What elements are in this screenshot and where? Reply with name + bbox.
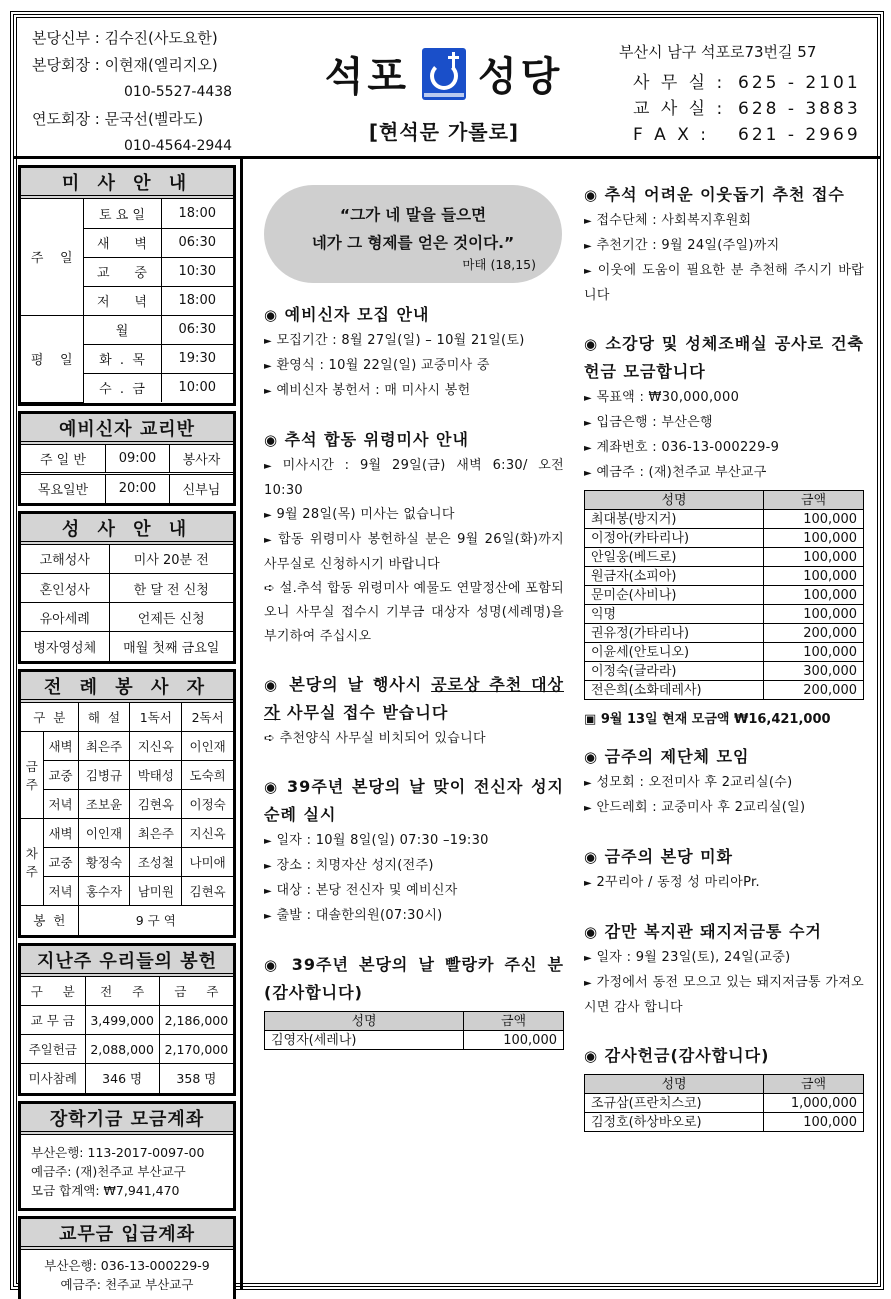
table-row: 김영자(세레나) 100,000 (265, 1031, 564, 1050)
address: 부산시 남구 석포로73번길 57 (619, 43, 817, 61)
section-marker-icon: ◉ (264, 676, 281, 694)
table-row: 이정숙(글라라) 300,000 (585, 662, 864, 681)
bullet-icon: ► (584, 418, 592, 429)
section-catechumen-recruitment: ◉ 예비신자 모집 안내 ► 모집기간 : 8월 27일(일) – 10월 21일(토) ► 환영식 : 10월 22일(일) 교중미사 중 ► 예비신자 봉헌서 : 매 미사시 봉헌 (264, 305, 525, 398)
church-name-right: 성당 (478, 54, 564, 100)
offerings-box (18, 943, 236, 1096)
church-name (314, 45, 574, 102)
mass-schedule-box (18, 165, 236, 406)
bullet-icon: ► (584, 878, 592, 889)
section-memorial-mass: ◉ 추석 합동 위령미사 안내 ► 미사시간 : 9월 29일(금) 새벽 6:30/ 오전 10:30 ► 9월 28일(목) 미사는 없습니다 ► 합동 위령미사 봉헌하실 분은 9월 26일(화)까지 사무실로 신청하시기 바랍니다 ➪ 설.추석 합동 위령미사 예물도 연말정산에 포함되오니 사무실 접수시 기부금 대상자 성명(세례명)을 부기하여 주십시오 (264, 430, 564, 644)
section-thanksgiving-offering: ◉ 감사헌금(감사합니다) 성명 금액 조규삼(프란치스코) 1,000,000 김정호(하상바오로) 100,000 (584, 1042, 864, 1132)
bullet-icon: ► (264, 336, 272, 347)
dues-account-info: 부산은행: 036-13-000229-9 예금주: 천주교 부산교구 (44, 1257, 210, 1292)
square-marker-icon: ▣ (584, 712, 597, 727)
thanksgiving-donor-table: 성명 금액 조규삼(프란치스코) 1,000,000 김정호(하상바오로) 100,000 (584, 1074, 864, 1132)
fax-number: F A X : 621 - 2969 (633, 125, 861, 145)
middle-column (264, 185, 564, 1072)
bullet-icon: ► (584, 978, 592, 989)
box-title: 교무금 입금계좌 (21, 1219, 233, 1250)
table-row: 전은희(소화데레사) 200,000 (585, 681, 864, 700)
bullet-icon: ► (264, 510, 272, 521)
box-title: 예비신자 교리반 (21, 414, 233, 445)
scripture-quote: “그가 네 말을 들으면 네가 그 형제를 얻은 것이다.” 마태 (18,15) (264, 185, 562, 283)
bullet-icon: ► (584, 803, 592, 814)
scholarship-account-info: 부산은행: 113-2017-0097-00 예금주: (재)천주교 부산교구 모금 합계액: ₩7,941,470 (31, 1144, 205, 1198)
section-pilgrimage: ◉ 39주년 본당의 날 맞이 전신자 성지순례 실시 ► 일자 : 10월 8일(일) 07:30 –19:30 ► 장소 : 치명자산 성지(전주) ► 대상 : 본당 전신자 및 예비신자 ► 출발 : 대솔한의원(07:30시) (264, 777, 565, 923)
president-phone: 010-5527-4438 (124, 84, 233, 100)
bullet-icon: ► (264, 886, 272, 897)
staff-label: 연도회장 : (32, 110, 100, 128)
box-title: 지난주 우리들의 봉헌 (21, 946, 233, 977)
bullet-icon: ► (584, 393, 592, 404)
section-merit-award: ◉ 본당의 날 행사시 공로상 추천 대상자 사무실 접수 받습니다 ➪ 추천양식 사무실 비치되어 있습니다 (264, 675, 564, 746)
staff-info (32, 25, 232, 160)
bullet-icon: ► (584, 241, 592, 252)
prayer-leader-name: 문국선(벨라도) (104, 110, 204, 128)
church-name-left: 석포 (324, 54, 410, 100)
dues-account-box (18, 1216, 236, 1299)
left-sidebar (18, 165, 236, 1299)
section-marker-icon: ◉ (584, 335, 599, 353)
section-marker-icon: ◉ (264, 306, 279, 324)
bullet-icon: ► (264, 361, 272, 372)
priest-name: 김수진(사도요한) (104, 29, 218, 47)
section-piggy-bank: ◉ 감만 복지관 돼지저금통 수거 ► 일자 : 9월 23일(토), 24일(교중) ► 가정에서 동전 모으고 있는 돼지저금통 가져오시면 감사 합니다 (584, 922, 865, 1015)
table-row: 익명 100,000 (585, 605, 864, 624)
catechumen-class-table: 주 일 반 09:00 봉사자 목요일반 20:00 신부님 (21, 445, 233, 503)
section-marker-icon: ◉ (584, 748, 599, 766)
box-title: 미 사 안 내 (21, 168, 233, 199)
table-row: 김정호(하상바오로) 100,000 (585, 1113, 864, 1132)
arrow-note-icon: ➪ (264, 731, 276, 746)
bullet-icon: ► (264, 386, 272, 397)
staff-label: 본당신부 : (32, 29, 100, 47)
section-palanca-donors: ◉ 39주년 본당의 날 빨랑카 주신 분(감사합니다) 성명 금액 김영자(세레나) 100,000 (264, 951, 564, 1050)
scholarship-account-box (18, 1101, 236, 1211)
table-row: 권유정(가타리나) 200,000 (585, 624, 864, 643)
office-phone: 사 무 실 : 625 - 2101 (633, 73, 861, 93)
teachers-room-phone: 교 사 실 : 628 - 3883 (633, 99, 861, 119)
bullet-icon: ► (264, 911, 272, 922)
bullet-icon: ► (584, 216, 592, 227)
prayer-leader-phone: 010-4564-2944 (124, 138, 233, 154)
section-church-cleaning: ◉ 금주의 본당 미화 ► 2꾸리아 / 동정 성 마리아Pr. (584, 847, 760, 890)
table-row: 조규삼(프란치스코) 1,000,000 (585, 1094, 864, 1113)
table-row: 안일웅(베드로) 100,000 (585, 548, 864, 567)
section-building-fund: ◉ 소강당 및 성체조배실 공사로 건축헌금 모금합니다 ► 목표액 : ₩30,000,000 ► 입금은행 : 부산은행 ► 계좌번호 : 036-13-000229-9 ► 예금주 : (재)천주교 부산교구 성명 금액 최대봉(방지거) 100,000 이정아(카타리나) 100,000 안일웅(베드로) 100,000 원금자(소피아) 100,000 문미순(사비나) 100,000 익명 100,000 권유정(가타리나) 200,000 이윤세(안토니오) 100,000 이정숙(글라라) 300,000 전은희(소화데레사) 200,000 ▣ 9월 13일 현재 모금액 ₩16,421,000 (584, 334, 864, 727)
bullet-icon: ► (584, 778, 592, 789)
bullet-icon: ► (584, 953, 592, 964)
box-title: 성 사 안 내 (21, 514, 233, 545)
parish-logo-icon (422, 48, 466, 100)
president-name: 이현재(엘리지오) (104, 56, 218, 74)
liturgy-servers-box (18, 669, 236, 938)
palanca-donor-table: 성명 금액 김영자(세레나) 100,000 (264, 1011, 564, 1050)
bullet-icon: ► (264, 535, 272, 546)
column-divider (240, 159, 243, 1290)
offerings-table: 구 분 전 주 금 주 교 무 금 3,499,000 2,186,000 주일헌금 2,088,000 2,170,000 미사참례 346 명 358 명 (21, 977, 233, 1093)
box-title: 장학기금 모금계좌 (21, 1104, 233, 1135)
table-row: 이윤세(안토니오) 100,000 (585, 643, 864, 662)
sacraments-table: 고해성사 미사 20분 전 혼인성사 한 달 전 신청 유아세례 언제든 신청 병자영성체 매월 첫째 금요일 (21, 545, 233, 661)
sacraments-box (18, 511, 236, 664)
header (14, 15, 880, 159)
section-marker-icon: ◉ (264, 778, 280, 796)
bullet-icon: ► (584, 468, 592, 479)
bullet-icon: ► (584, 266, 592, 277)
table-row: 최대봉(방지거) 100,000 (585, 510, 864, 529)
patron-saint: [현석문 가롤로] (368, 120, 520, 144)
bulletin-page (10, 11, 884, 1290)
section-marker-icon: ◉ (584, 186, 599, 204)
fund-total: ▣ 9월 13일 현재 모금액 ₩16,421,000 (584, 712, 831, 727)
table-row: 문미순(사비나) 100,000 (585, 586, 864, 605)
mass-schedule-table: 주 일 토 요 일 18:00 새 벽 06:30 교 중 10:30 저 녁 18:00 평 일 월 06:30 화 . 목 19:30 수 . 금 10:00 (21, 199, 233, 403)
scripture-reference: 마태 (18,15) (462, 257, 536, 272)
liturgy-servers-table: 구 분 해 설 1독서 2독서 금주 새벽 최은주 지신옥 이인재 교중 김병규 박태성 도숙희 저녁 조보윤 김현옥 이정숙 차주 새벽 이인재 최은주 지신옥 교중 황정숙 조성철 나미애 저녁 홍수자 남미원 김현옥 봉 헌 9 구 역 (21, 703, 233, 935)
section-neighbor-help: ◉ 추석 어려운 이웃돕기 추천 접수 ► 접수단체 : 사회복지후원회 ► 추천기간 : 9월 24일(주일)까지 ► 이웃에 도움이 필요한 분 추천해 주시기 바랍니다 (584, 185, 864, 303)
church-title-block (314, 45, 574, 145)
arrow-note-icon: ➪ (264, 581, 276, 596)
section-marker-icon: ◉ (584, 848, 599, 866)
contact-info (619, 41, 861, 148)
catechumen-class-box (18, 411, 236, 506)
table-row: 이정아(카타리나) 100,000 (585, 529, 864, 548)
bullet-icon: ► (264, 836, 272, 847)
section-marker-icon: ◉ (584, 923, 599, 941)
section-marker-icon: ◉ (264, 431, 279, 449)
bullet-icon: ► (584, 443, 592, 454)
section-marker-icon: ◉ (584, 1047, 599, 1065)
bullet-icon: ► (264, 861, 272, 872)
table-row: 원금자(소피아) 100,000 (585, 567, 864, 586)
section-group-meetings: ◉ 금주의 제단체 모임 ► 성모회 : 오전미사 후 2교리실(수) ► 안드레회 : 교중미사 후 2교리실(일) (584, 747, 806, 815)
box-title: 전 례 봉 사 자 (21, 672, 233, 703)
section-marker-icon: ◉ (264, 956, 282, 974)
bullet-icon: ► (264, 461, 272, 472)
building-fund-donor-table: 성명 금액 최대봉(방지거) 100,000 이정아(카타리나) 100,000 안일웅(베드로) 100,000 원금자(소피아) 100,000 문미순(사비나) 100,000 익명 100,000 권유정(가타리나) 200,000 이윤세(안토니오) 100,000 이정숙(글라라) 300,000 전은희(소화데레사) 200,000 (584, 490, 864, 700)
right-column (584, 181, 864, 1154)
staff-label: 본당회장 : (32, 56, 100, 74)
